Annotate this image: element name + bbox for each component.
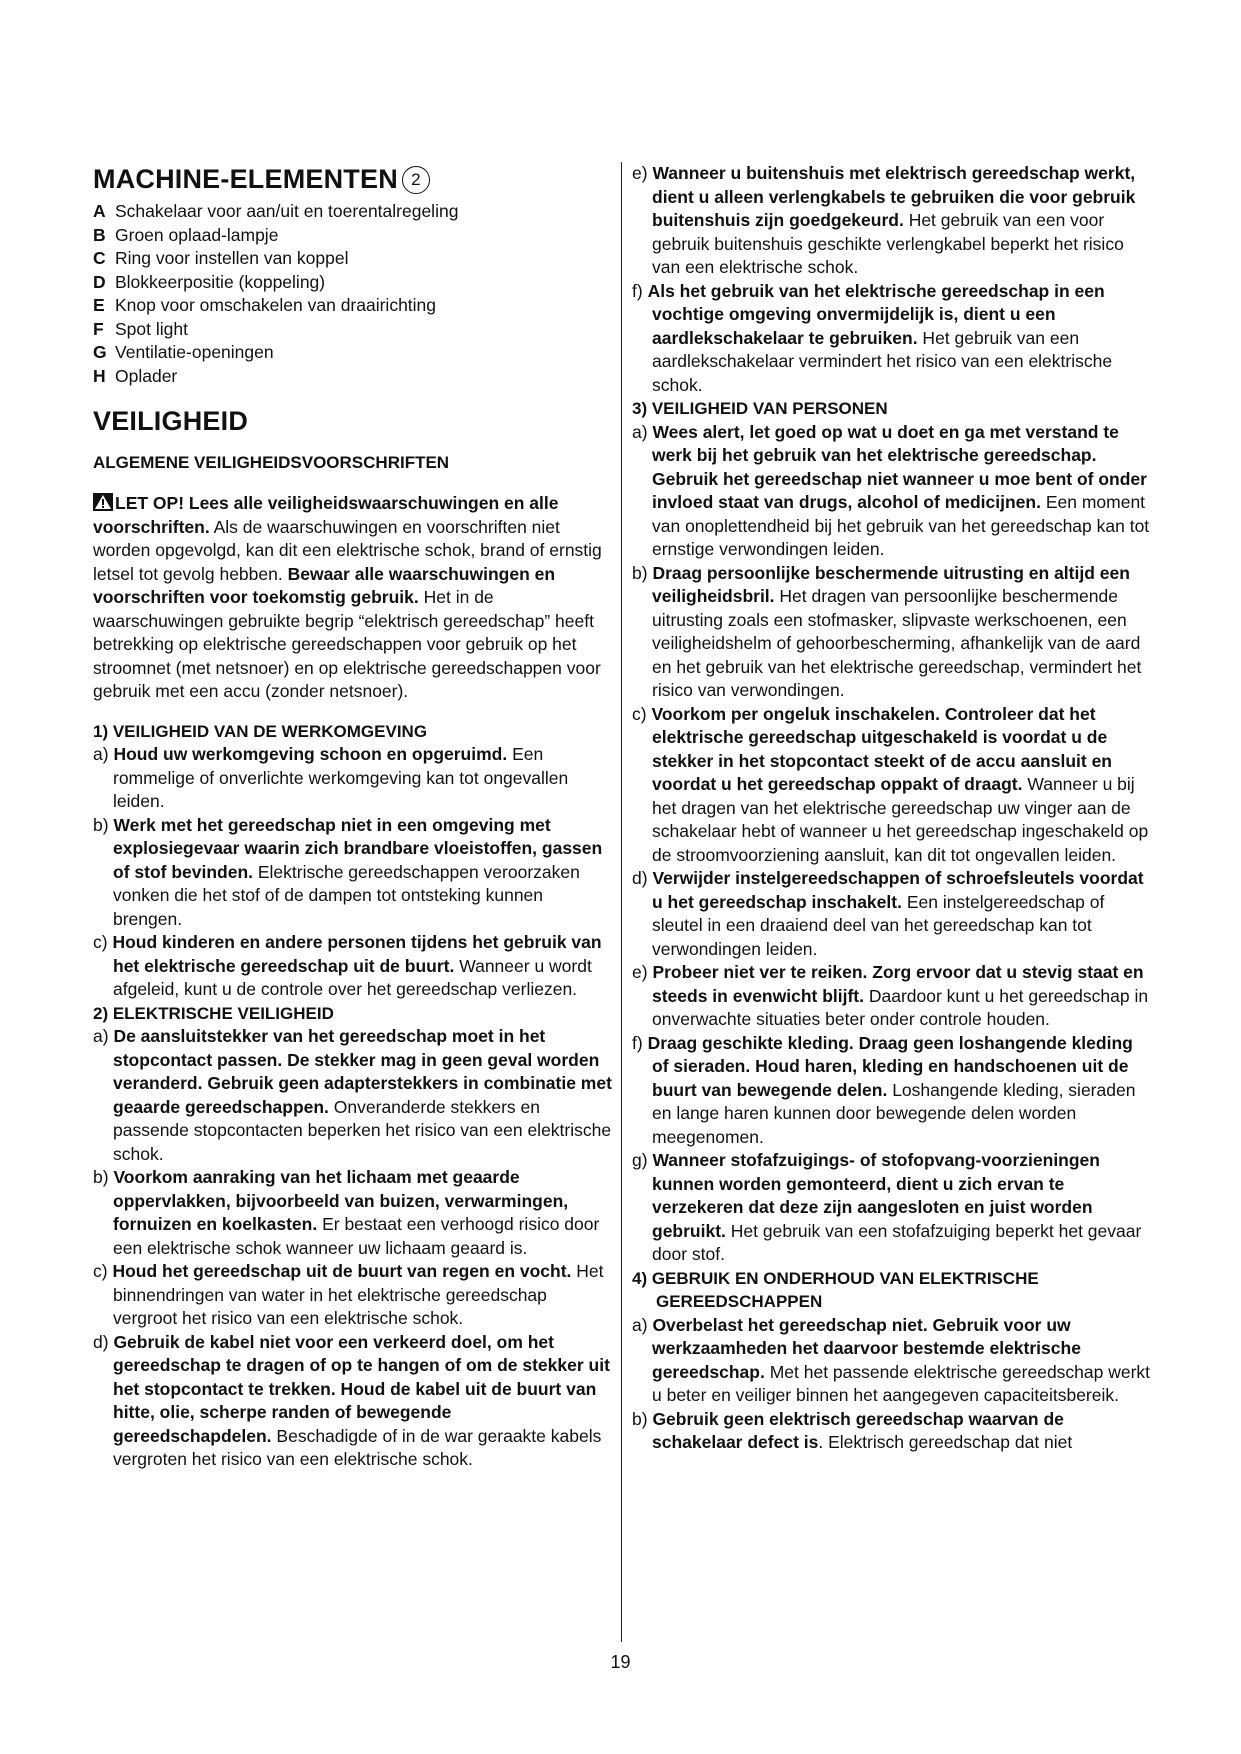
safety-heading: VEILIGHEID bbox=[93, 406, 249, 436]
list-item: e) Wanneer u buitenshuis met elektrisch gereedschap werkt, dient u alleen verlengkabels te gebruiken die voor gebruik buitenshuis zijn goedgekeurd. Het gebruik van een voor gebruik buitenshuis geschikte verlengkabel beperkt het risico van een elektrische schok. bbox=[632, 163, 1136, 277]
column-divider bbox=[621, 162, 622, 1642]
part-item: C Ring voor instellen van koppel bbox=[93, 248, 349, 268]
list-item: a) Wees alert, let goed op wat u doet en ga met verstand te werk bij het gebruik van het elektrische gereedschap. Gebruik het gereedschap niet wanneer u moe bent of onder invloed staat van drugs, alcohol of medicijnen. Een moment van onoplettendheid bij het gebruik van het gereedschap kan tot ernstige verwondingen leiden. bbox=[632, 421, 1150, 559]
section-heading: 3) VEILIGHEID VAN PERSONEN bbox=[632, 399, 888, 418]
list-item: a) Overbelast het gereedschap niet. Gebruik voor uw werkzaamheden het daarvoor bestemde elektrische gereedschap. Met het passende elektrische gereedschap werkt u beter en veiliger binnen het aangegeven capaciteitsbereik. bbox=[632, 1314, 1151, 1405]
general-safety-subtitle: ALGEMENE VEILIGHEIDSVOORSCHRIFTEN bbox=[93, 453, 450, 472]
part-item: A Schakelaar voor aan/uit en toerentalregeling bbox=[93, 201, 459, 221]
list-item: e) Probeer niet ver te reiken. Zorg ervoor dat u stevig staat en steeds in evenwicht blijft. Daardoor kunt u het gereedschap in onverwachte situaties beter onder controle houden. bbox=[632, 962, 1149, 1029]
section-heading: 2) ELEKTRISCHE VEILIGHEID bbox=[93, 1003, 334, 1023]
section-heading: 1) VEILIGHEID VAN DE WERKOMGEVING bbox=[93, 721, 428, 741]
list-item: c) Voorkom per ongeluk inschakelen. Controleer dat het elektrische gereedschap uitgeschakeld is voordat u de stekker in het stopcontact steekt of de accu aansluit en voordat u het gereedschap oppakt of draagt. Wanneer u bij het dragen van het elektrische gereedschap uw vinger aan de schakelaar hebt of wanneer u het gereedschap ingeschakeld op de stroomvoorziening aansluit, kan dit tot ongevallen leiden. bbox=[632, 703, 1149, 865]
list-item: g) Wanneer stofafzuigings- of stofopvang-voorzieningen kunnen worden gemonteerd, dient u zich ervan te verzekeren dat deze zijn aangesloten en juist worden gebruikt. Het gebruik van een stofafzuiging beperkt het gevaar door stof. bbox=[632, 1150, 1142, 1264]
list-item: c) Houd kinderen en andere personen tijdens het gebruik van het elektrische gereedschap uit de buurt. Wanneer u wordt afgeleid, kunt u de controle over het gereedschap verliezen. bbox=[93, 932, 602, 999]
part-item: G Ventilatie-openingen bbox=[93, 342, 274, 362]
right-column bbox=[632, 162, 1152, 1455]
part-item: E Knop voor omschakelen van draairichting bbox=[93, 295, 437, 315]
section-heading: 4) GEBRUIK EN ONDERHOUD VAN ELEKTRISCHE GEREEDSCHAPPEN bbox=[632, 1268, 1039, 1311]
warning-icon bbox=[93, 493, 113, 511]
part-item: D Blokkeerpositie (koppeling) bbox=[93, 271, 326, 292]
list-item: b) Voorkom aanraking van het lichaam met geaarde oppervlakken, bijvoorbeeld van buizen, verwarmingen, fornuizen en koelkasten. Er bestaat een verhoogd risico door een elektrische schok wanneer uw lichaam geaard is. bbox=[93, 1167, 600, 1258]
list-item: b) Gebruik geen elektrisch gereedschap waarvan de schakelaar defect is. Elektrisch gereedschap dat niet bbox=[632, 1408, 1073, 1452]
page-number: 19 bbox=[610, 1652, 631, 1672]
list-item: d) Verwijder instelgereedschappen of schroefsleutels voordat u het gereedschap inschakelt. Een instelgereedschap of sleutel in een draaiend deel van het gereedschap kan tot verwondingen leiden. bbox=[632, 868, 1144, 959]
left-column bbox=[93, 162, 613, 1472]
part-item: B Groen oplaad-lampje bbox=[93, 224, 279, 245]
list-item: c) Houd het gereedschap uit de buurt van regen en vocht. Het binnendringen van water in het elektrische gereedschap vergroot het risico van een elektrische schok. bbox=[93, 1261, 604, 1328]
list-item: a) De aansluitstekker van het gereedschap moet in het stopcontact passen. De stekker mag in geen geval worden veranderd. Gebruik geen adapterstekkers in combinatie met geaarde gereedschappen. Onveranderde stekkers en passende stopcontacten beperken het risico van een elektrische schok. bbox=[93, 1026, 612, 1164]
warning-paragraph: LET OP! Lees alle veiligheidswaarschuwingen en alle voorschriften. Als de waarschuwingen en voorschriften niet worden opgevolgd, kan dit een elektrische schok, brand of ernstig letsel tot gevolg hebben. Bewaar alle waarschuwingen en voorschriften voor toekomstig gebruik. Het in de waarschuwingen gebruikte begrip “elektrisch gereedschap” heeft betrekking op elektrische gereedschappen voor gebruik op het stroomnet (met netsnoer) en op elektrische gereedschappen voor gebruik met een accu (zonder netsnoer). bbox=[93, 493, 602, 701]
part-item: H Oplader bbox=[93, 365, 178, 386]
list-item: a) Houd uw werkomgeving schoon en opgeruimd. Een rommelige of onverlichte werkomgeving kan tot ongevallen leiden. bbox=[93, 744, 569, 811]
list-item: f) Draag geschikte kleding. Draag geen loshangende kleding of sieraden. Houd haren, kleding en handschoenen uit de buurt van bewegende delen. Loshangende kleding, sieraden en lange haren kunnen door bewegende delen worden meegenomen. bbox=[632, 1032, 1136, 1147]
list-item: d) Gebruik de kabel niet voor een verkeerd doel, om het gereedschap te dragen of op te hangen of om de stekker uit het stopcontact te trekken. Houd de kabel uit de buurt van hitte, olie, scherpe randen of bewegende gereedschapdelen. Beschadigde of in de war geraakte kabels vergroten het risico van een elektrische schok. bbox=[93, 1331, 610, 1469]
part-item: F Spot light bbox=[93, 318, 188, 339]
list-item: f) Als het gebruik van het elektrische gereedschap in een vochtige omgeving onvermijdelijk is, dient u een aardlekschakelaar te gebruiken. Het gebruik van een aardlekschakelaar vermindert het risico van een elektrische schok. bbox=[632, 280, 1113, 395]
parts-list bbox=[93, 200, 613, 388]
figure-ref-badge: 2 bbox=[402, 166, 430, 194]
list-item: b) Draag persoonlijke beschermende uitrusting en altijd een veiligheidsbril. Het dragen van persoonlijke beschermende uitrusting zoals een stofmasker, slipvaste werkschoenen, een veiligheidshelm of gehoorbescherming, afhankelijk van de aard en het gebruik van het elektrische gereedschap, vermindert het risico van verwondingen. bbox=[632, 562, 1142, 700]
list-item: b) Werk met het gereedschap niet in een omgeving met explosiegevaar waarin zich brandbare vloeistoffen, gassen of stof bevinden. Elektrische gereedschappen veroorzaken vonken die het stof of de dampen tot ontsteking kunnen brengen. bbox=[93, 814, 603, 929]
machine-elements-heading: MACHINE-ELEMENTEN 2 bbox=[93, 162, 613, 196]
